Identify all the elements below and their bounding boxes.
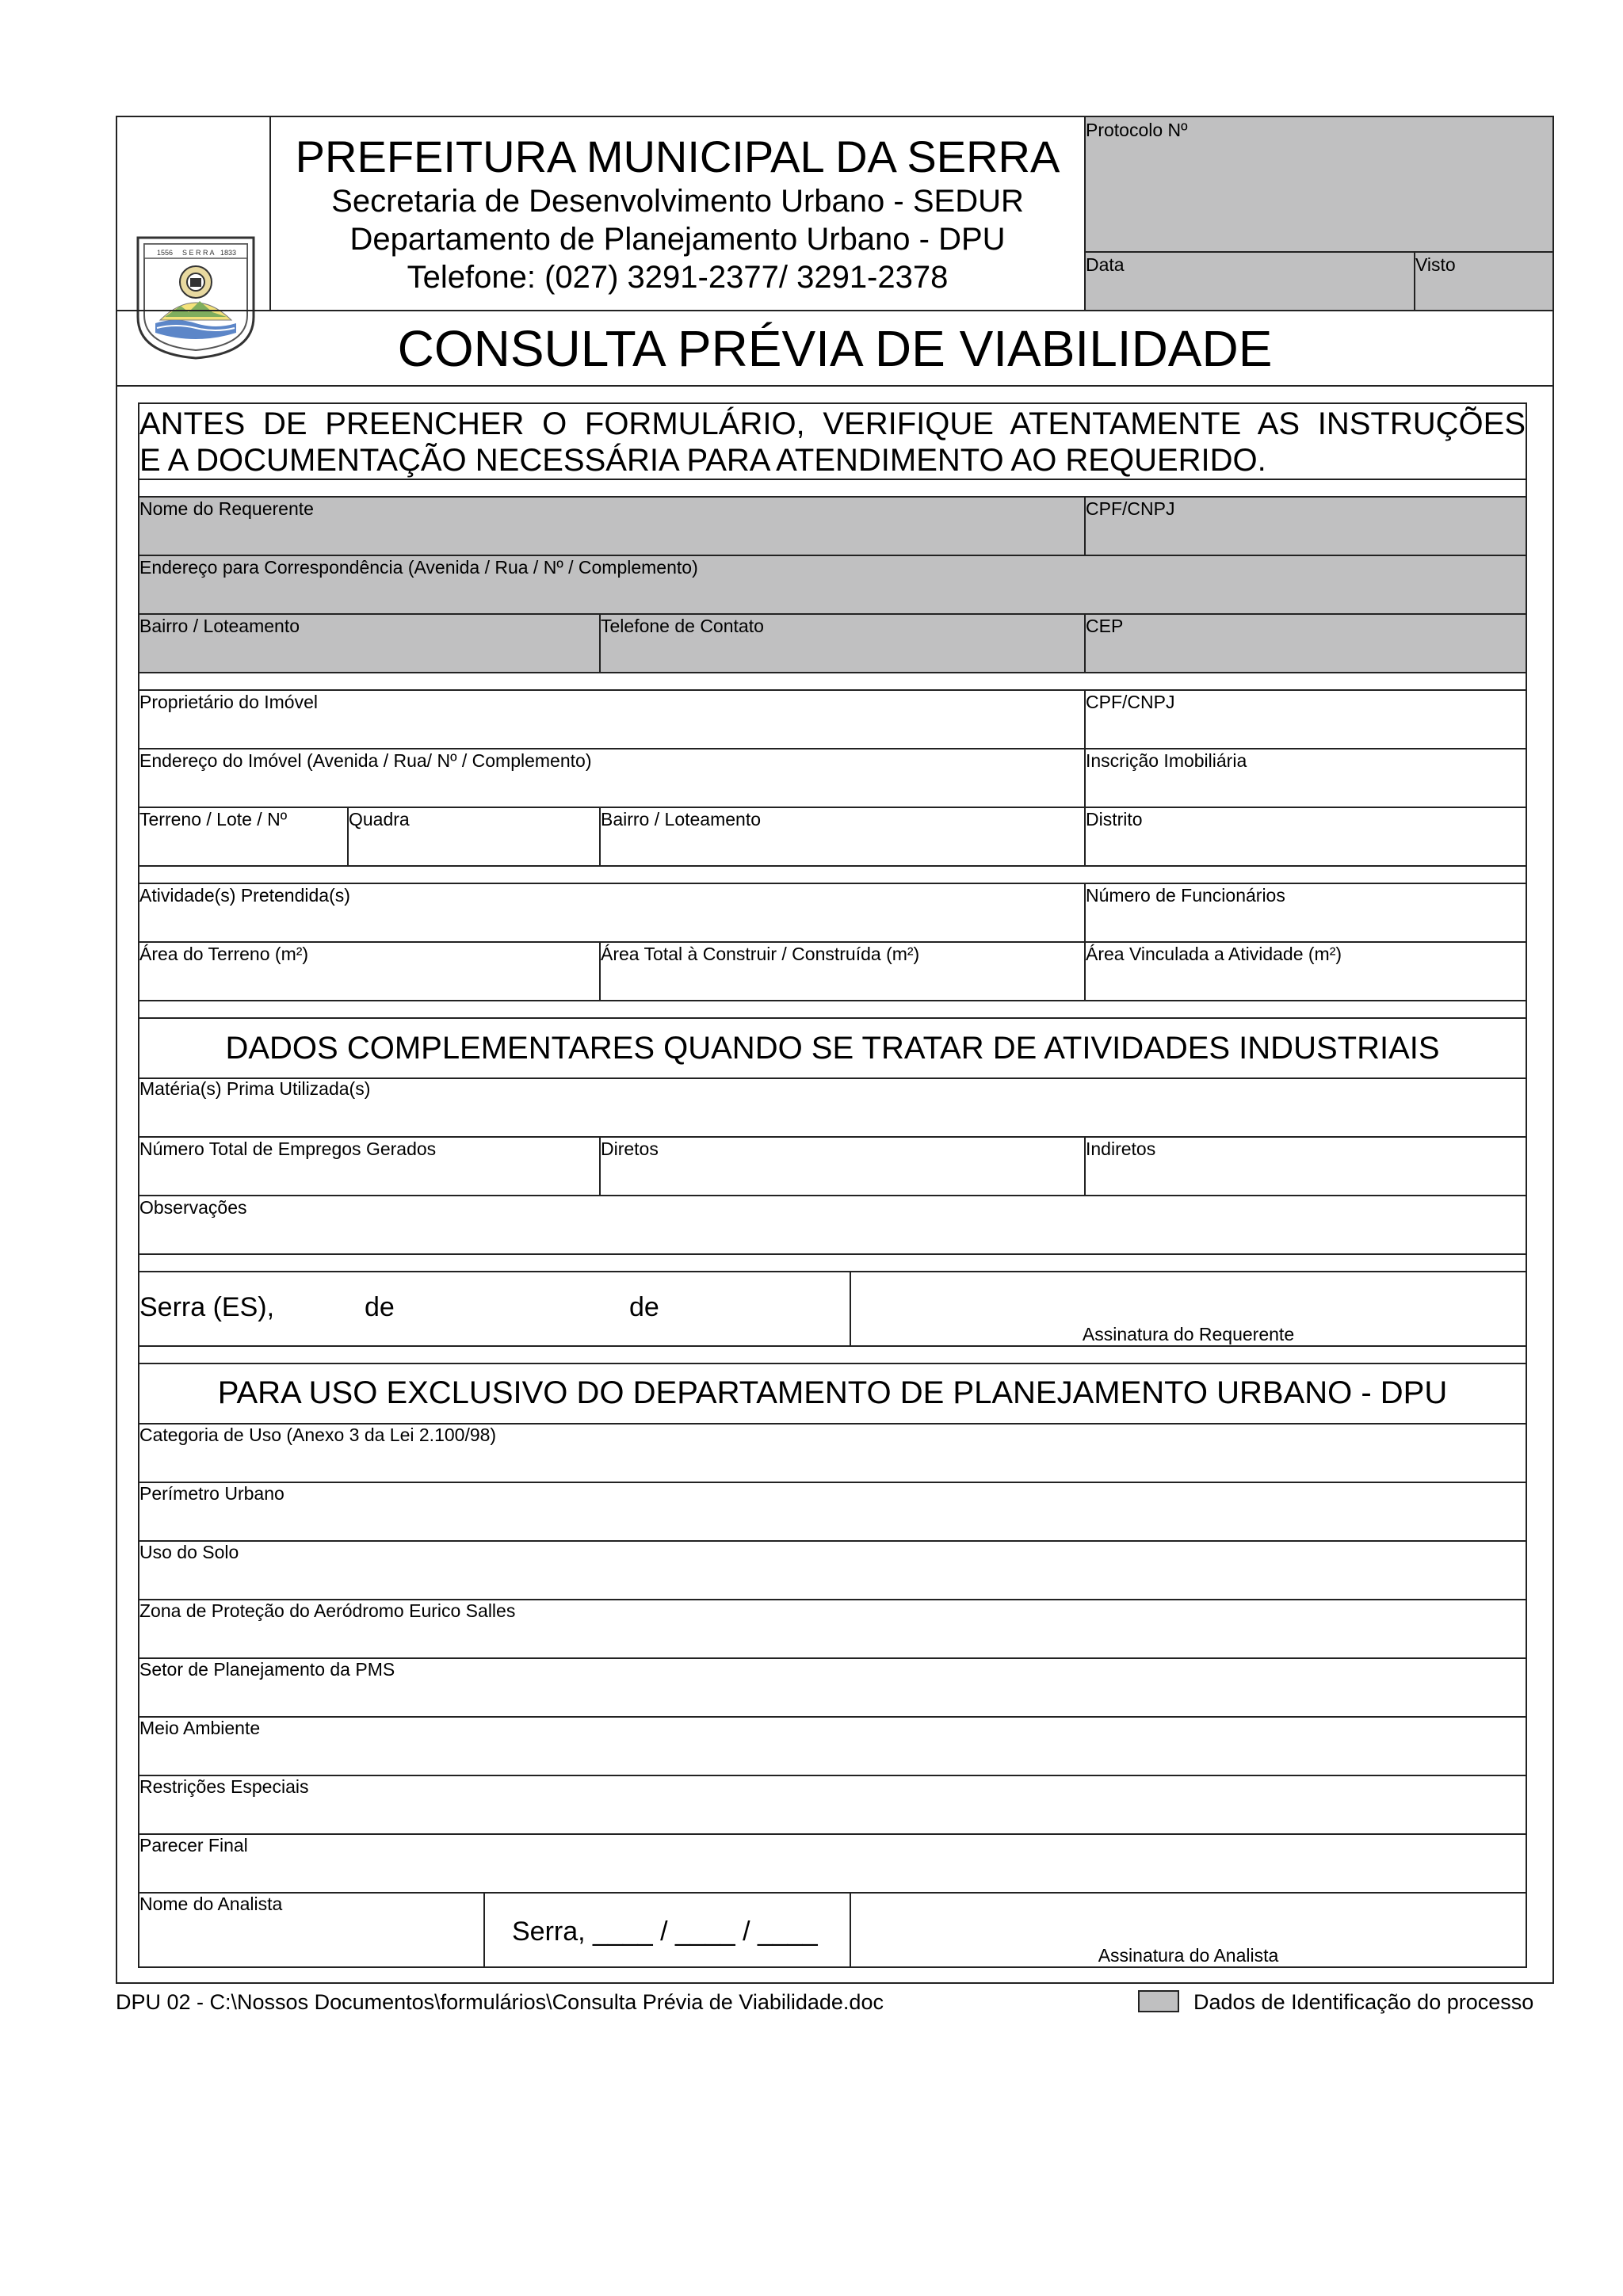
- svg-text:1556: 1556: [157, 249, 174, 257]
- dpu-row-label: Uso do Solo: [139, 1542, 239, 1562]
- org-name: PREFEITURA MUNICIPAL DA SERRA: [295, 132, 1060, 181]
- dpu-row-label: Parecer Final: [139, 1835, 248, 1855]
- legend-label: Dados de Identificação do processo: [1193, 1990, 1534, 2014]
- indiretos-label: Indiretos: [1086, 1138, 1156, 1159]
- dpu-row-label: Zona de Proteção do Aeródromo Eurico Salles: [139, 1600, 516, 1621]
- svg-text:1833: 1833: [220, 249, 237, 257]
- departamento-name: Departamento de Planejamento Urbano - DPU: [349, 222, 1006, 257]
- assinatura-requerente-label: Assinatura do Requerente: [1082, 1324, 1295, 1344]
- bairro-imovel-label: Bairro / Loteamento: [601, 809, 762, 830]
- de-text-1: de: [365, 1292, 395, 1322]
- endereco-imovel-label: Endereço do Imóvel (Avenida / Rua/ Nº / Complemento): [139, 750, 592, 771]
- form-title: CONSULTA PRÉVIA DE VIABILIDADE: [397, 320, 1273, 377]
- dpu-row-label: Restrições Especiais: [139, 1776, 309, 1797]
- spacer-row: [138, 672, 1527, 691]
- area-vinculada-label: Área Vinculada a Atividade (m²): [1086, 944, 1342, 964]
- data-analista-text: Serra, ____ / ____ / ____: [512, 1917, 818, 1947]
- dpu-row[interactable]: [138, 1540, 1527, 1600]
- data-label: Data: [1086, 254, 1125, 275]
- secretaria-name: Secretaria de Desenvolvimento Urbano - SEDUR: [331, 184, 1024, 219]
- dpu-row[interactable]: [138, 1833, 1527, 1894]
- endereco-correspondencia-label: Endereço para Correspondência (Avenida / Rua / Nº / Complemento): [139, 557, 698, 578]
- protocolo-label: Protocolo Nº: [1086, 120, 1188, 140]
- inscricao-imobiliaria-label: Inscrição Imobiliária: [1086, 750, 1247, 771]
- cpf-requerente-label: CPF/CNPJ: [1086, 498, 1175, 519]
- bairro-requerente-label: Bairro / Loteamento: [139, 616, 300, 636]
- visto-label: Visto: [1415, 254, 1456, 275]
- spacer-row: [138, 865, 1527, 884]
- atividades-pretendidas-label: Atividade(s) Pretendida(s): [139, 885, 350, 906]
- telefone-text: Telefone: (027) 3291-2377/ 3291-2378: [407, 260, 949, 295]
- instructions-line-2: E A DOCUMENTAÇÃO NECESSÁRIA PARA ATENDIMENTO AO REQUERIDO.: [139, 443, 1266, 478]
- cep-field[interactable]: [1084, 613, 1527, 673]
- data-field[interactable]: [1084, 251, 1415, 311]
- serra-es-text: Serra (ES),: [139, 1292, 275, 1322]
- instructions-line-1: ANTES DE PREENCHER O FORMULÁRIO, VERIFIQUE ATENTAMENTE AS INSTRUÇÕES: [139, 406, 1526, 441]
- distrito-label: Distrito: [1086, 809, 1143, 830]
- spacer-row: [138, 1345, 1527, 1364]
- quadra-label: Quadra: [349, 809, 410, 830]
- area-terreno-label: Área do Terreno (m²): [139, 944, 309, 964]
- area-total-label: Área Total à Construir / Construída (m²): [601, 944, 920, 964]
- terreno-label: Terreno / Lote / Nº: [139, 809, 288, 830]
- spacer-row: [138, 1253, 1527, 1272]
- industriais-title: DADOS COMPLEMENTARES QUANDO SE TRATAR DE ATIVIDADES INDUSTRIAIS: [225, 1031, 1440, 1066]
- footer-path: DPU 02 - C:\Nossos Documentos\formulários\Consulta Prévia de Viabilidade.doc: [116, 1990, 884, 2014]
- dpu-row-label: Meio Ambiente: [139, 1718, 261, 1738]
- dpu-row[interactable]: [138, 1716, 1527, 1776]
- cep-label: CEP: [1086, 616, 1124, 636]
- dpu-row-label: Categoria de Uso (Anexo 3 da Lei 2.100/98): [139, 1425, 497, 1445]
- nome-requerente-label: Nome do Requerente: [139, 498, 314, 519]
- distrito-field[interactable]: [1084, 807, 1527, 867]
- empregos-gerados-label: Número Total de Empregos Gerados: [139, 1138, 437, 1159]
- dpu-row-label: Perímetro Urbano: [139, 1483, 285, 1504]
- proprietario-label: Proprietário do Imóvel: [139, 692, 318, 712]
- spacer-row: [138, 1000, 1527, 1019]
- de-text-2: de: [629, 1292, 659, 1322]
- observacoes-field[interactable]: [138, 1195, 1527, 1255]
- cpf-proprietario-label: CPF/CNPJ: [1086, 692, 1175, 712]
- numero-funcionarios-label: Número de Funcionários: [1086, 885, 1285, 906]
- spacer-row: [138, 479, 1527, 498]
- dpu-row[interactable]: [138, 1482, 1527, 1542]
- legend-swatch: [1138, 1990, 1179, 2012]
- nome-analista-label: Nome do Analista: [139, 1894, 283, 1914]
- assinatura-analista-label: Assinatura do Analista: [1098, 1945, 1279, 1966]
- observacoes-label: Observações: [139, 1197, 247, 1218]
- dpu-title: PARA USO EXCLUSIVO DO DEPARTAMENTO DE PLANEJAMENTO URBANO - DPU: [217, 1375, 1448, 1410]
- diretos-field[interactable]: [599, 1136, 1086, 1196]
- materia-prima-label: Matéria(s) Prima Utilizada(s): [139, 1078, 371, 1099]
- telefone-contato-label: Telefone de Contato: [601, 616, 764, 636]
- dpu-row[interactable]: [138, 1775, 1527, 1835]
- svg-text:S E R R A: S E R R A: [182, 249, 215, 257]
- dpu-row-label: Setor de Planejamento da PMS: [139, 1659, 395, 1680]
- diretos-label: Diretos: [601, 1138, 659, 1159]
